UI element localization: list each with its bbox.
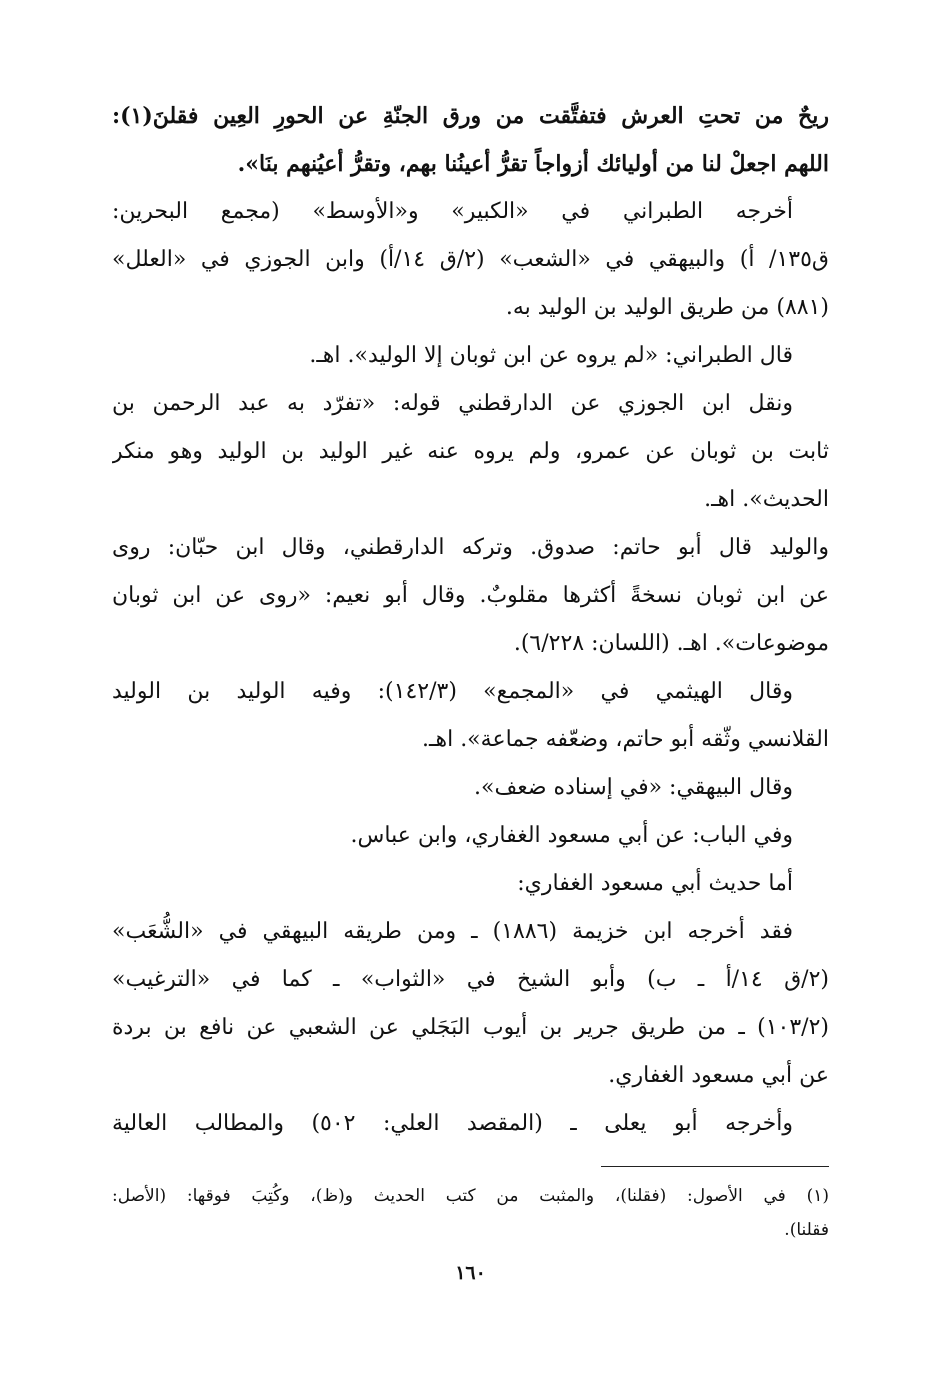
text-line: فقد أخرجه ابن خزيمة (١٨٨٦) ـ ومن طريقه البيهقي في «الشُّعَب» (112, 919, 793, 944)
page-number: ١٦٠ (455, 1262, 486, 1284)
text-line: ونقل ابن الجوزي عن الدارقطني قوله: «تفرّد به عبد الرحمن بن (112, 391, 793, 416)
text-line: (٨٨١) من طريق الوليد بن الوليد به. (505, 295, 829, 320)
text-line: أما حديث أبي مسعود الغفاري: (517, 871, 793, 896)
footnote-line: فقلنا). (784, 1220, 829, 1240)
text-line: أخرجه الطبراني في «الكبير» و«الأوسط» (مجمع البحرين: (112, 199, 793, 224)
text-line: اللهم اجعلْ لنا من أوليائك أزواجاً تقرُّ أعينُنا بهم، وتقرُّ أعيُنهم بنَا». (237, 151, 829, 177)
text-line: وقال الهيثمي في «المجمع» (١٤٢/٣): وفيه الوليد بن الوليد (112, 679, 793, 704)
text-line: الحديث». اهـ. (704, 487, 829, 512)
footnote-separator (601, 1166, 829, 1167)
text-line: والوليد قال أبو حاتم: صدوق. وتركه الدارقطني، وقال ابن حبّان: روى (112, 535, 829, 560)
text-line: عن أبي مسعود الغفاري. (608, 1063, 829, 1088)
text-line: وقال البيهقي: «في إسناده ضعف». (474, 775, 793, 800)
text-line: ق١٣٥/ أ) والبيهقي في «الشعب» (٢/ق ١٤/أ) وابن الجوزي في «العلل» (112, 247, 829, 272)
text-line: وأخرجه أبو يعلى ـ (المقصد العلي: ٥٠٢) والمطالب العالية (112, 1111, 793, 1136)
main-text (112, 92, 829, 1148)
text-line: القلانسي وثّقه أبو حاتم، وضعّفه جماعة». اهـ. (422, 727, 829, 752)
text-line: عن ابن ثوبان نسخةً أكثرها مقلوبٌ. وقال أبو نعيم: «روى عن ابن ثوبان (112, 583, 829, 608)
text-line: ثابت بن ثوبان عن عمرو، ولم يروه عنه غير الوليد بن الوليد وهو منكر (112, 439, 829, 464)
footnotes (112, 1179, 829, 1247)
text-line: (٢/ق ١٤/أ ـ ب) وأبو الشيخ في «الثواب» ـ كما في «الترغيب» (112, 967, 829, 992)
text-line: (١٠٣/٢) ـ من طريق جرير بن أيوب البَجَلي عن الشعبي عن نافع بن بردة (112, 1015, 829, 1040)
text-line: ريحٌ من تحتِ العرش فتفتَّقت من ورق الجنّةِ عن الحورِ العِين فقلنَ(١): (112, 103, 829, 129)
text-line: موضوعات». اهـ. (اللسان: ٦/٢٢٨). (513, 631, 829, 656)
footnote-line: (١) في الأصول: (فقلنا)، والمثبت من كتب الحديث و(ظ)، وكُتِبَ فوقها: (الأصل: (112, 1186, 829, 1206)
text-line: وفي الباب: عن أبي مسعود الغفاري، وابن عباس. (350, 823, 793, 848)
text-line: قال الطبراني: «لم يروه عن ابن ثوبان إلا الوليد». اهـ. (309, 343, 793, 368)
